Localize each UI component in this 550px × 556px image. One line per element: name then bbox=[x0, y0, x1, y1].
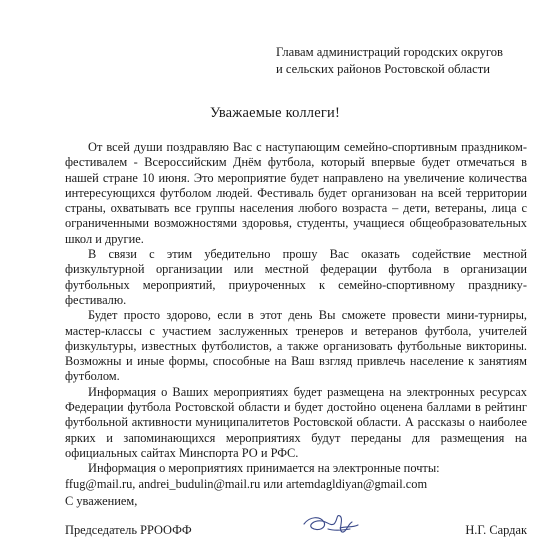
paragraph-1: От всей души поздравляю Вас с наступающим семейно-спортивным праздником-фестивалем - Всероссийским Днём футбола, который впервые будет отмечаться в нашей стране 10 июня. Это мероприятие будет направлено на увеличение количества интересующихся футболом людей. Фестиваль будет организован на всей территории страны, охватывать все группы населения любого возраста – дети, ветераны, лица с ограниченными возможностями здоровья, студенты, учащиеся общеобразовательных школ и другие. bbox=[65, 140, 527, 246]
addressee-line-1: Главам администраций городских округов bbox=[276, 45, 504, 59]
paragraph-3: Будет просто здорово, если в этот день Вы сможете провести мини-турниры, мастер-классы с участием заслуженных тренеров и ветеранов футбола, учителей физкультуры, известных футболистов, а также организовать футбольные викторины. Возможны и иные формы, способные на Ваш взгляд привлечь население к занятиям футболом. bbox=[65, 308, 527, 384]
paragraph-5: Информация о мероприятиях принимается на электронные почты: bbox=[88, 461, 440, 476]
greeting-heading: Уважаемые коллеги! bbox=[209, 105, 340, 121]
handwritten-signature-icon bbox=[300, 508, 362, 538]
letter-body bbox=[65, 140, 527, 492]
closing-phrase: С уважением, bbox=[65, 494, 138, 508]
paragraph-2: В связи с этим убедительно прошу Вас оказать содействие местной физкультурной организации или местной федерации футбола в организации футбольных мероприятий, приуроченных к семейно-спортивному празднику-фестивалю. bbox=[65, 247, 527, 307]
addressee-line-2: и сельских районов Ростовской области bbox=[276, 62, 490, 76]
email-addresses: ffug@mail.ru, andrei_budulin@mail.ru или artemdagldiyan@gmail.com bbox=[65, 476, 428, 491]
paragraph-4: Информация о Ваших мероприятиях будет размещена на электронных ресурсах Федерации футбола Ростовской области и будет достойно оценена баллами в рейтинг футбольной активности муниципалитетов Ростовской области. А рассказы о наиболее ярких и запоминающихся мероприятиях будут переданы для размещения на официальных сайтах Минспорта РО и РФС. bbox=[65, 384, 527, 460]
signatory-name: Н.Г. Сардак bbox=[465, 523, 527, 537]
signatory-title: Председатель РРООФФ bbox=[65, 523, 192, 537]
addressee-block bbox=[276, 44, 546, 78]
